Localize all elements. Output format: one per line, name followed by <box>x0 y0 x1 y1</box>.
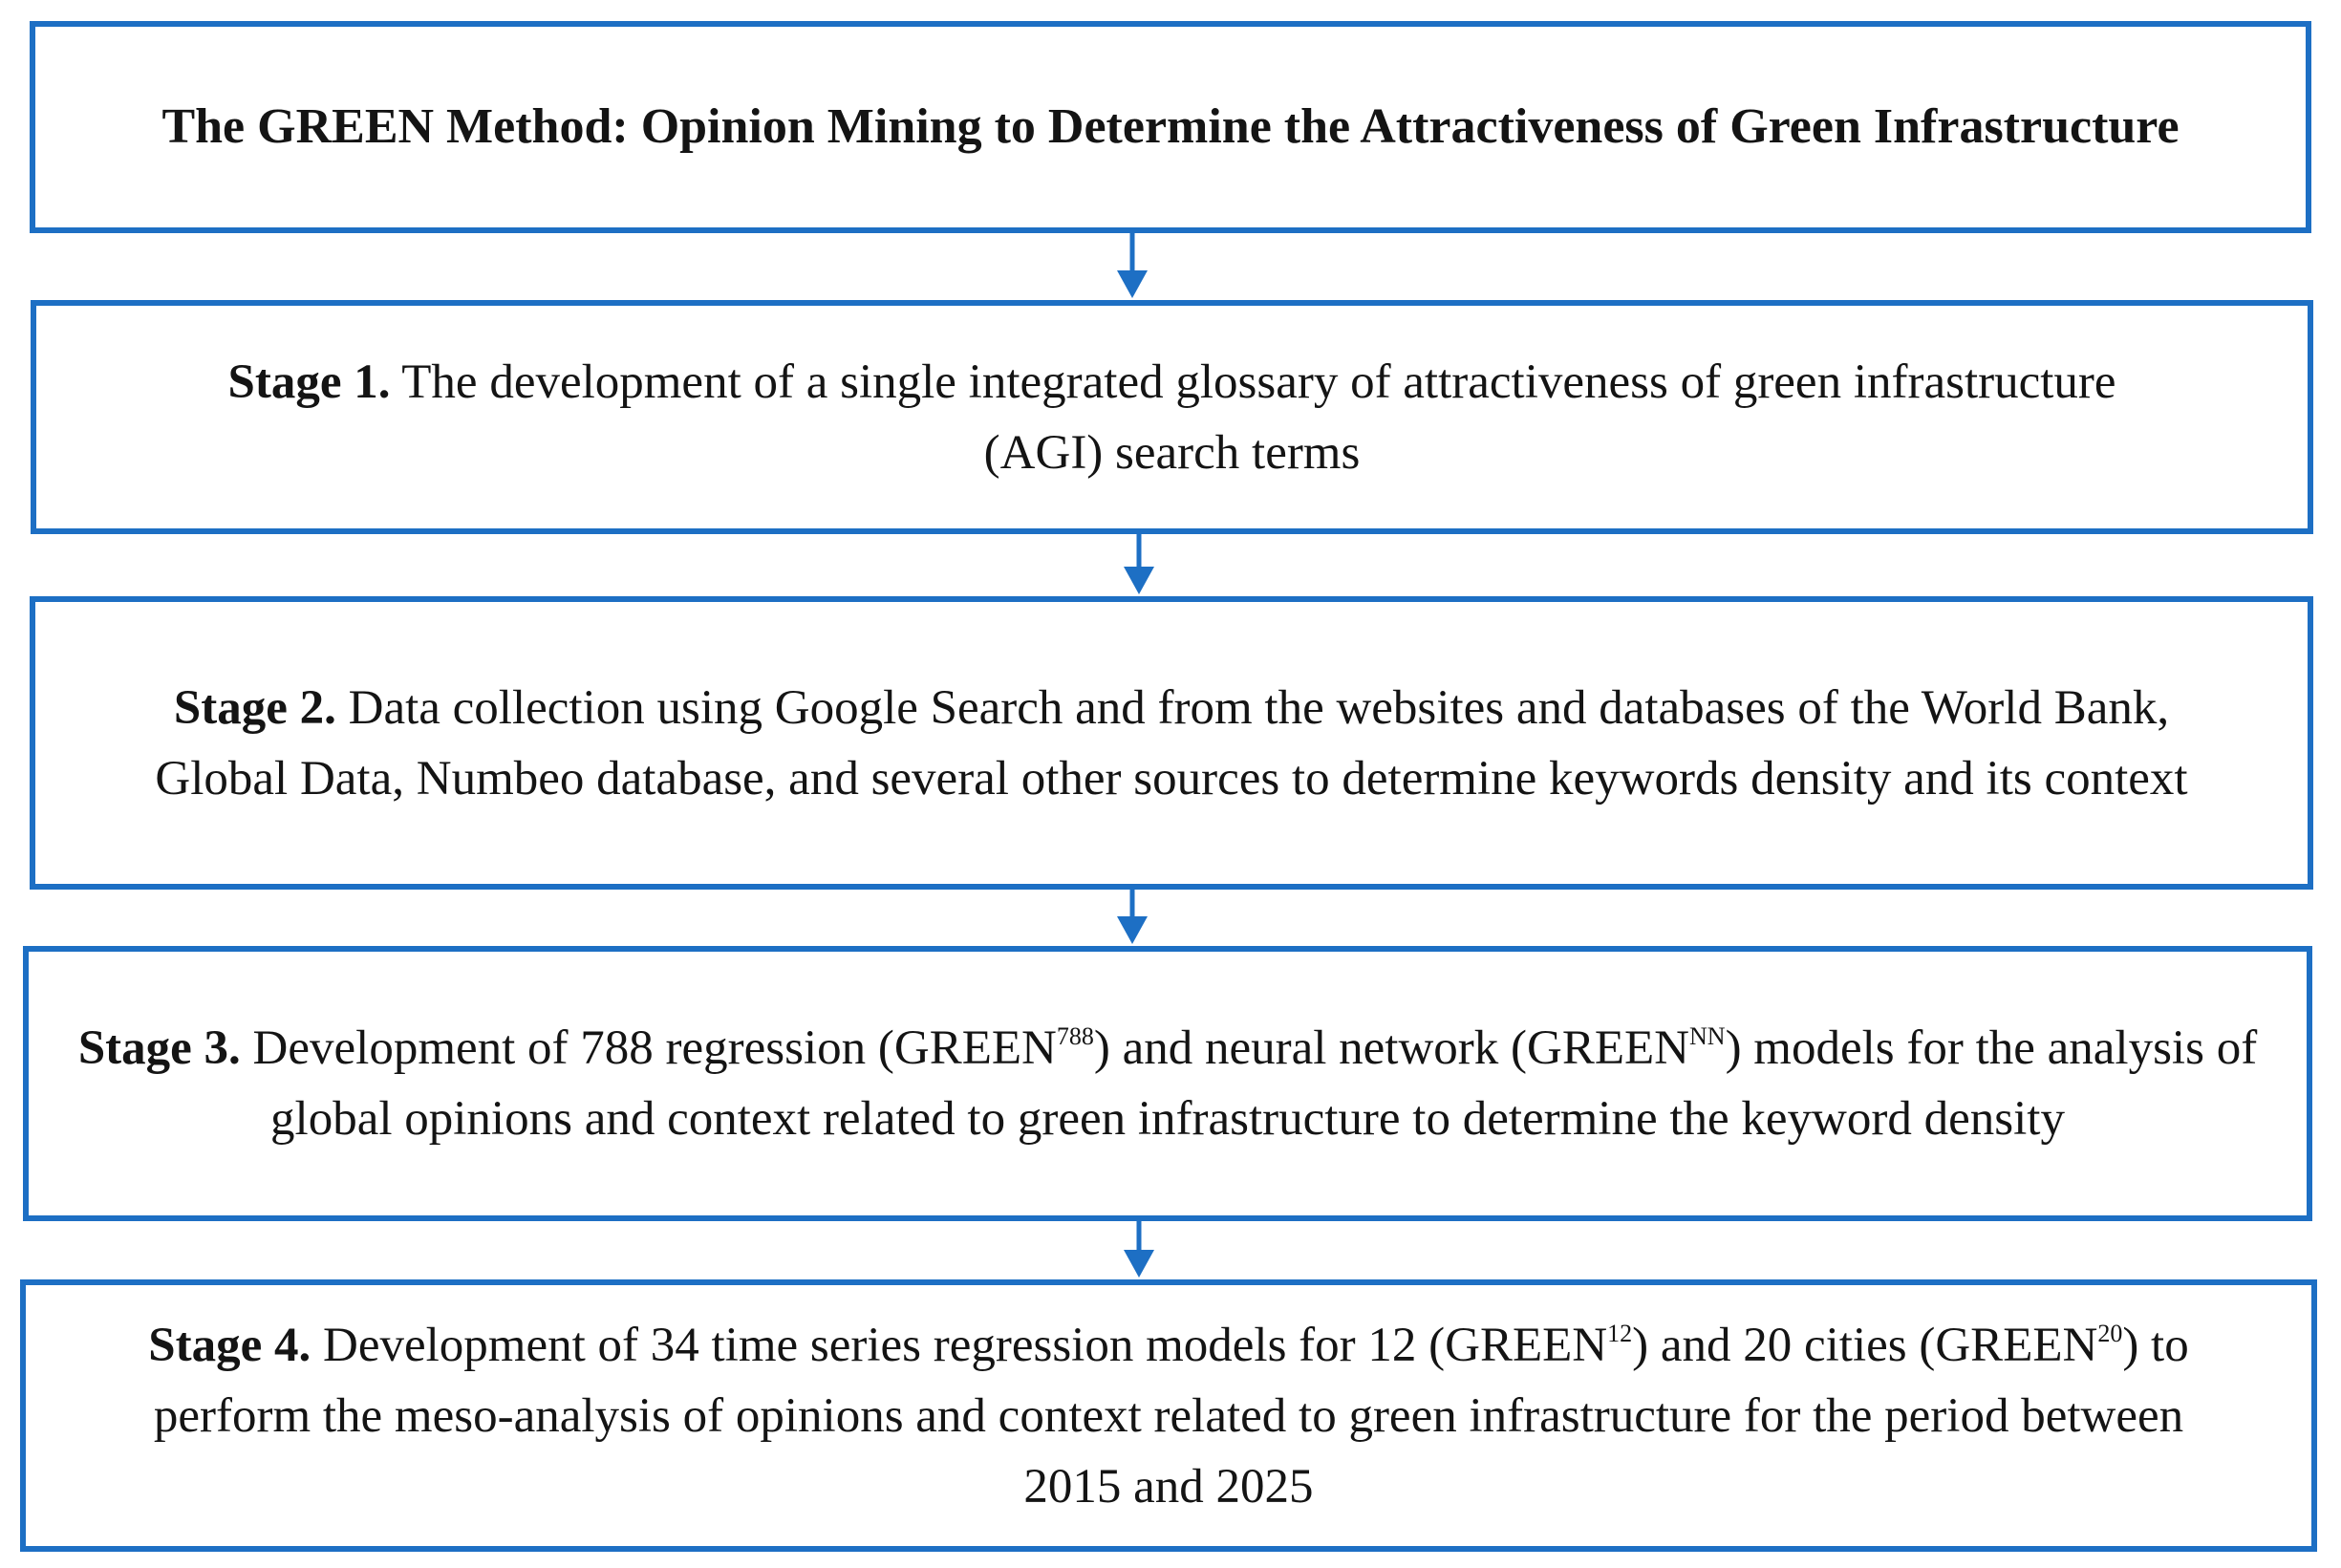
stage-4-text <box>26 1310 2311 1522</box>
stage-4-box <box>20 1279 2317 1552</box>
stage-1-description: The development of a single integrated glossary of attractiveness of green infrastructure (AGI) search terms <box>390 354 2116 480</box>
arrow-title-to-stage-1 <box>1117 233 1148 298</box>
stage-3-description-part-a: Development of 788 regression (GREEN <box>240 1021 1057 1075</box>
stage-4-superscript-b: 20 <box>2097 1319 2123 1347</box>
arrow-stage-1-to-stage-2 <box>1124 534 1154 594</box>
stage-1-label: Stage 1. <box>227 354 391 409</box>
arrow-stage-2-to-stage-3 <box>1117 890 1148 944</box>
stage-4-description-part-a: Development of 34 time series regression models for 12 (GREEN <box>311 1318 1608 1372</box>
stage-2-text <box>35 673 2308 814</box>
stage-4-description-part-b: ) and 20 cities (GREEN <box>1632 1318 2098 1372</box>
stage-3-superscript-a: 788 <box>1056 1022 1094 1050</box>
stage-2-box <box>30 596 2313 890</box>
stage-2-label: Stage 2. <box>173 680 336 735</box>
stage-2-description: Data collection using Google Search and from the websites and databases of the World Bank, Global Data, Numbeo database, and several other sources to determine keywords density and its context <box>155 680 2188 805</box>
title-box <box>30 21 2311 233</box>
stage-3-description-part-b: ) and neural network (GREEN <box>1093 1021 1689 1075</box>
stage-4-label: Stage 4. <box>148 1318 311 1372</box>
stage-3-label: Stage 3. <box>77 1021 241 1075</box>
stage-4-description-part-c: ) to perform the meso-analysis of opinions and context related to green infrastructure for the period between 2015 and 2025 <box>153 1318 2189 1514</box>
stage-3-box <box>23 946 2312 1221</box>
stage-3-superscript-b: NN <box>1689 1022 1726 1050</box>
arrow-stage-3-to-stage-4 <box>1124 1221 1154 1278</box>
stage-4-superscript-a: 12 <box>1607 1319 1633 1347</box>
stage-1-box <box>31 300 2313 534</box>
diagram-title: The GREEN Method: Opinion Mining to Determine the Attractiveness of Green Infrastructure <box>161 99 2180 154</box>
stage-3-text <box>29 1013 2307 1154</box>
stage-3-description-part-c: ) models for the analysis of global opinions and context related to green infrastructure to determine the keyword density <box>270 1021 2258 1146</box>
stage-1-text <box>36 347 2308 488</box>
